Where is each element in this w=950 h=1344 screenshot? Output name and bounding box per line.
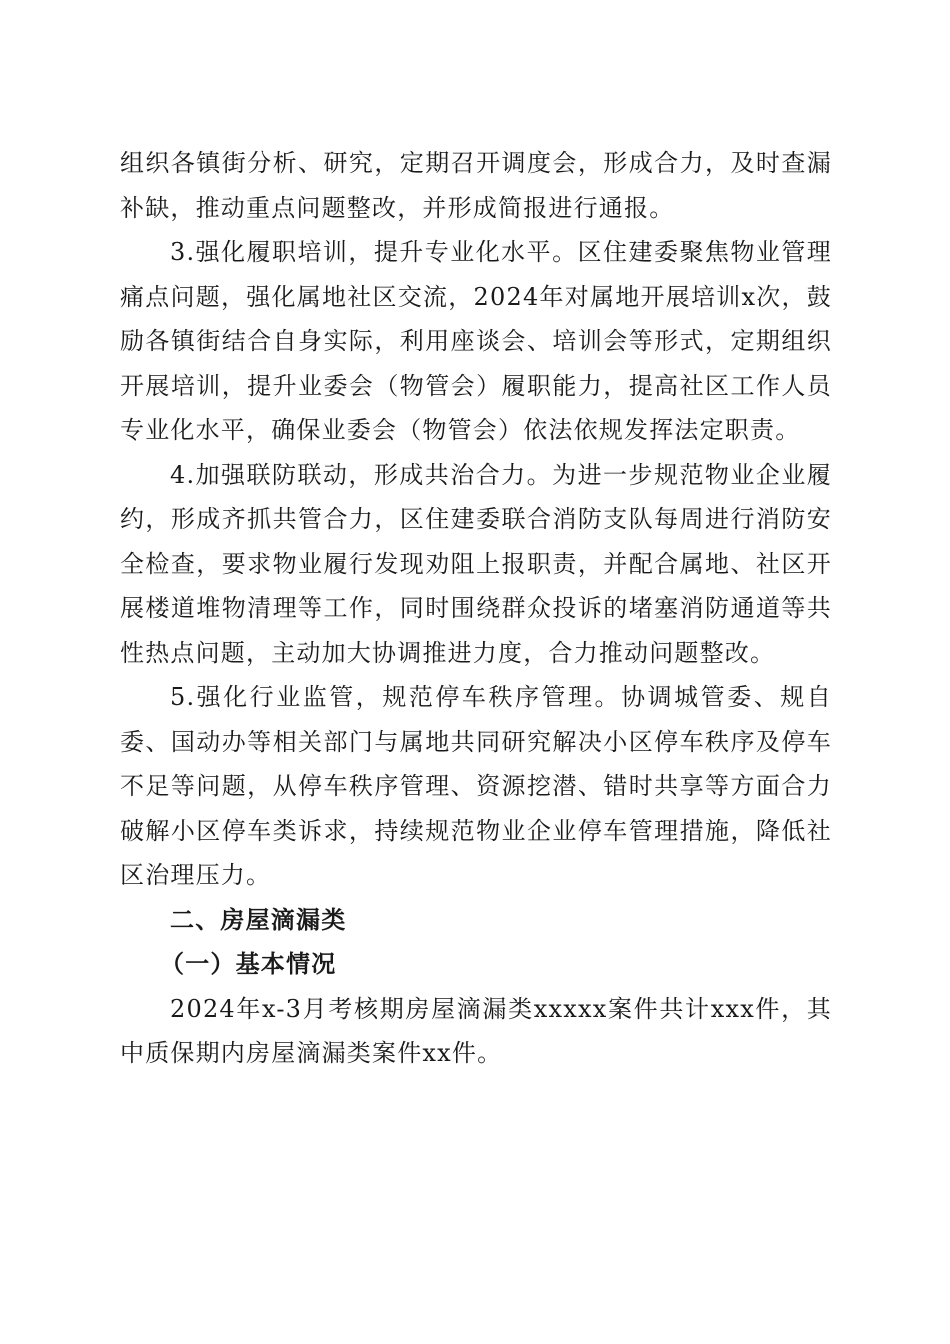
document-body bbox=[120, 141, 832, 1076]
section-heading-leakage: 二、房屋滴漏类 bbox=[170, 905, 347, 934]
paragraph-continuation: 组织各镇街分析、研究，定期召开调度会，形成合力，及时查漏补缺，推动重点问题整改，并形成简报进行通报。 bbox=[120, 149, 832, 222]
paragraph-joint-prevention: 4.加强联防联动，形成共治合力。为进一步规范物业企业履约，形成齐抓共管合力，区住建委联合消防支队每周进行消防安全检查，要求物业履行发现劝阻上报职责，并配合属地、社区开展楼道堆物清理等工作，同时围绕群众投诉的堵塞消防通道等共性热点问题，主动加大协调推进力度，合力推动问题整改。 bbox=[120, 460, 832, 667]
paragraph-leakage-stats: 2024年x-3月考核期房屋滴漏类xxxxx案件共计xxx件，其中质保期内房屋滴漏类案件xx件。 bbox=[120, 994, 832, 1067]
subsection-heading-basic: （一）基本情况 bbox=[160, 949, 337, 978]
paragraph-parking: 5.强化行业监管，规范停车秩序管理。协调城管委、规自委、国动办等相关部门与属地共同研究解决小区停车秩序及停车不足等问题，从停车秩序管理、资源挖潜、错时共享等方面合力破解小区停车类诉求，持续规范物业企业停车管理措施，降低社区治理压力。 bbox=[120, 683, 832, 889]
paragraph-training: 3.强化履职培训，提升专业化水平。区住建委聚焦物业管理痛点问题，强化属地社区交流，2024年对属地开展培训x次，鼓励各镇街结合自身实际，利用座谈会、培训会等形式，定期组织开展培训，提升业委会（物管会）履职能力，提高社区工作人员专业化水平，确保业委会（物管会）依法依规发挥法定职责。 bbox=[120, 238, 832, 444]
